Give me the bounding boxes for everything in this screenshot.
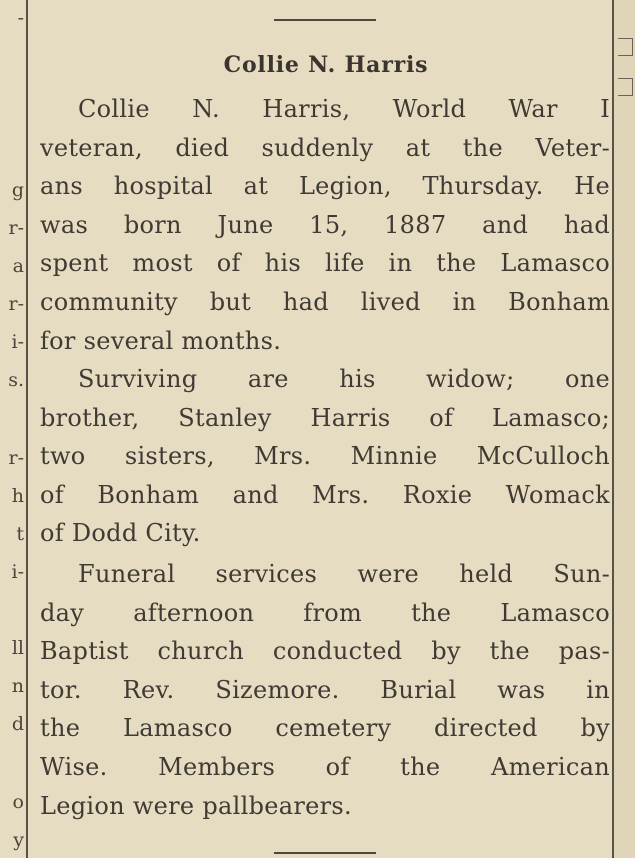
fragment-text: i- <box>11 561 24 583</box>
obituary-paragraph <box>40 90 610 360</box>
text-line: brother, Stanley Harris of Lamasco; <box>40 403 610 432</box>
edge-mark <box>618 38 633 56</box>
section-divider-top <box>274 19 376 21</box>
fragment-text: h <box>11 485 24 507</box>
fragment-text: d <box>11 713 24 735</box>
text-line: spent most of his life in the Lamasco <box>40 249 610 278</box>
fragment-text: r- <box>8 293 24 315</box>
fragment-text: t <box>16 523 24 545</box>
fragment-text: o <box>12 791 24 813</box>
fragment-text: a <box>12 255 24 277</box>
text-line: two sisters, Mrs. Minnie McCulloch <box>40 442 610 471</box>
obituary-paragraph <box>40 360 610 553</box>
text-line: Baptist church conducted by the pas- <box>40 637 610 666</box>
fragment-text: - <box>17 7 24 29</box>
fragment-text: i- <box>11 331 24 353</box>
edge-mark <box>618 78 633 96</box>
text-line: ans hospital at Legion, Thursday. He <box>40 172 610 201</box>
text-line: Surviving are his widow; one <box>78 365 610 393</box>
text-line: day afternoon from the Lamasco <box>40 598 610 627</box>
text-line: Funeral services were held Sun- <box>78 560 610 588</box>
fragment-text: ll <box>11 637 24 659</box>
text-line: Wise. Members of the American <box>40 752 610 781</box>
fragment-text: g <box>11 179 24 201</box>
text-line: Legion were pallbearers. <box>40 791 352 820</box>
text-line: for several months. <box>40 326 282 355</box>
text-line: community but had lived in Bonham <box>40 287 610 316</box>
text-line: was born June 15, 1887 and had <box>40 210 610 239</box>
text-line: of Dodd City. <box>40 519 201 548</box>
section-divider-bottom <box>274 852 376 854</box>
text-line: tor. Rev. Sizemore. Burial was in <box>40 675 610 704</box>
text-line: Collie N. Harris, World War I <box>78 95 610 123</box>
text-line: the Lamasco cemetery directed by <box>40 714 610 743</box>
fragment-text: y <box>13 829 24 851</box>
obituary-paragraph <box>40 555 610 825</box>
column-rule-left <box>26 0 28 858</box>
text-line: veteran, died suddenly at the Veter- <box>40 133 610 162</box>
fragment-text: r- <box>8 217 24 239</box>
fragment-text: n <box>11 675 24 697</box>
text-line: of Bonham and Mrs. Roxie Womack <box>40 480 610 509</box>
fragment-text: s. <box>8 369 24 391</box>
adjacent-column-fragment <box>0 0 26 858</box>
adjacent-column-edge <box>614 0 635 858</box>
fragment-text: r- <box>8 447 24 469</box>
obituary-headline: Collie N. Harris <box>223 52 429 78</box>
